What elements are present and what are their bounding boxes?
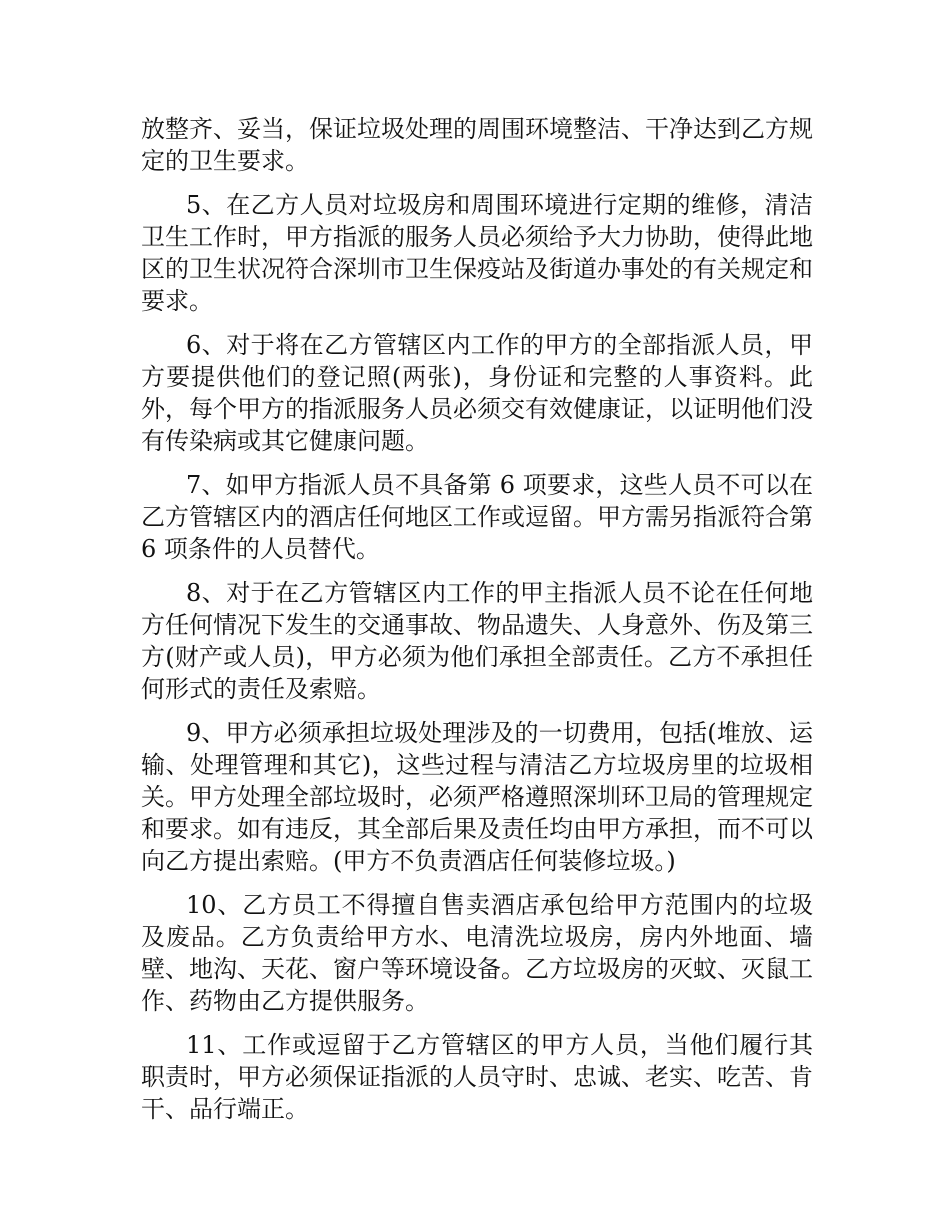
document-body: [141, 113, 813, 1137]
clause-11: 11、工作或逗留于乙方管辖区的甲方人员，当他们履行其职责时，甲方必须保证指派的人员守时、忠诚、老实、吃苦、肯干、品行端正。: [141, 1031, 813, 1123]
clause-6: 6、对于将在乙方管辖区内工作的甲方的全部指派人员，甲方要提供他们的登记照(两张)，身份证和完整的人事资料。此外，每个甲方的指派服务人员必须交有效健康证，以证明他们没有传染病或其它健康问题。: [141, 331, 813, 455]
clause-9: 9、甲方必须承担垃圾处理涉及的一切费用，包括(堆放、运输、处理管理和其它)，这些过程与清洁乙方垃圾房里的垃圾相关。甲方处理全部垃圾时，必须严格遵照深圳环卫局的管理规定和要求。如有违反，其全部后果及责任均由甲方承担，而不可以向乙方提出索赔。(甲方不负责酒店任何装修垃圾。): [141, 719, 813, 875]
clause-10: 10、乙方员工不得擅自售卖酒店承包给甲方范围内的垃圾及废品。乙方负责给甲方水、电清洗垃圾房，房内外地面、墙壁、地沟、天花、窗户等环境设备。乙方垃圾房的灭蚊、灭鼠工作、药物由乙方提供服务。: [141, 891, 813, 1015]
paragraph-continuation: 放整齐、妥当，保证垃圾处理的周围环境整洁、干净达到乙方规定的卫生要求。: [141, 115, 813, 175]
clause-8: 8、对于在乙方管辖区内工作的甲主指派人员不论在任何地方任何情况下发生的交通事故、物品遗失、人身意外、伤及第三方(财产或人员)，甲方必须为他们承担全部责任。乙方不承担任何形式的责任及索赔。: [141, 579, 813, 703]
clause-7: 7、如甲方指派人员不具备第 6 项要求，这些人员不可以在乙方管辖区内的酒店任何地区工作或逗留。甲方需另指派符合第 6 项条件的人员替代。: [141, 471, 813, 563]
clause-5: 5、在乙方人员对垃圾房和周围环境进行定期的维修，清洁卫生工作时，甲方指派的服务人员必须给予大力协助，使得此地区的卫生状况符合深圳市卫生保疫站及街道办事处的有关规定和要求。: [141, 191, 813, 315]
